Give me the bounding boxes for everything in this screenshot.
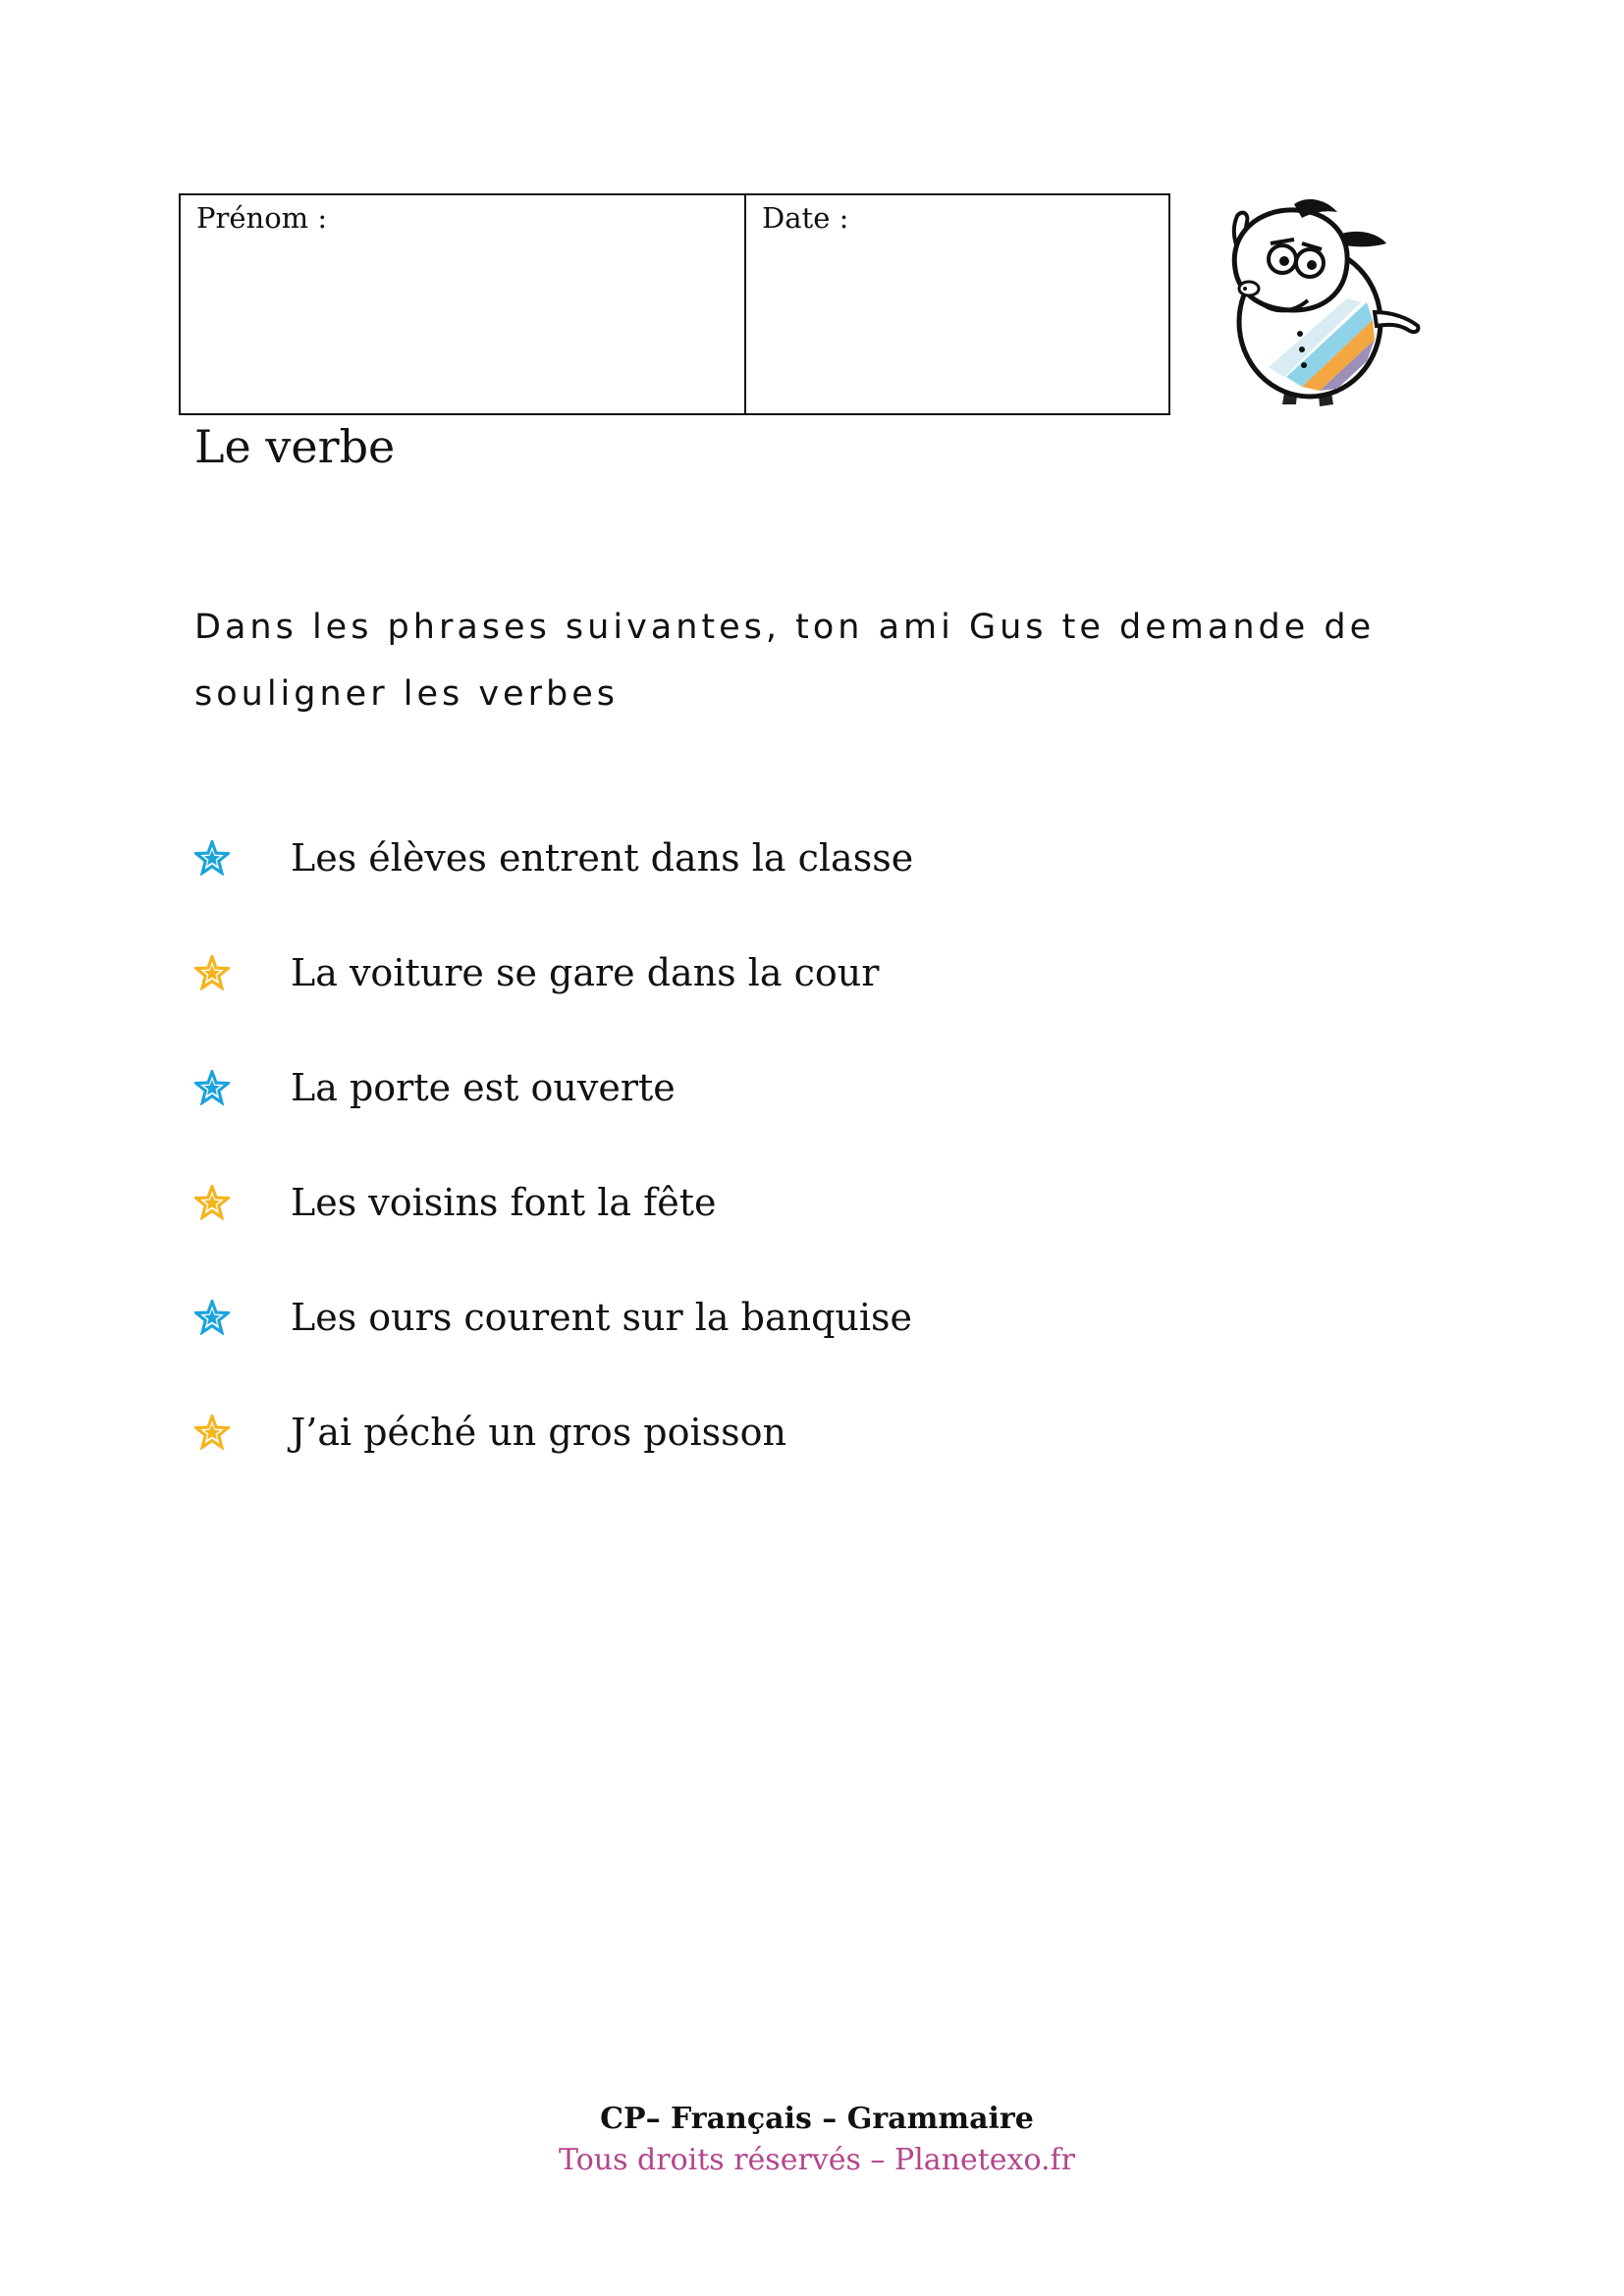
footer-copyright: Tous droits réservés – Planetexo.fr xyxy=(559,2143,1075,2177)
sentence-text: La voiture se gare dans la cour xyxy=(291,951,880,994)
page-title: Le verbe xyxy=(194,420,396,473)
instruction-text xyxy=(194,594,1451,727)
list-item xyxy=(194,1284,913,1399)
star-icon xyxy=(194,955,230,990)
list-item xyxy=(194,1399,913,1514)
list-item xyxy=(194,825,913,939)
star-icon xyxy=(194,1185,230,1220)
sentence-text: J’ai péché un gros poisson xyxy=(291,1411,787,1454)
sentence-text: Les ours courent sur la banquise xyxy=(291,1296,913,1339)
date-label: Date : xyxy=(762,201,849,235)
star-icon xyxy=(194,1070,230,1105)
star-icon xyxy=(194,840,230,876)
sheep-mascot-icon xyxy=(1200,194,1422,416)
name-date-box xyxy=(179,193,1170,415)
star-icon xyxy=(194,1415,230,1450)
date-field[interactable] xyxy=(746,195,1168,413)
sentence-text: Les élèves entrent dans la classe xyxy=(291,836,914,880)
star-icon xyxy=(194,1300,230,1335)
sentence-list xyxy=(194,825,913,1514)
list-item xyxy=(194,1054,913,1169)
instruction-line-1: Dans les phrases suivantes, ton ami Gus te demande de xyxy=(194,608,1376,647)
sentence-text: La porte est ouverte xyxy=(291,1066,676,1109)
footer-subject: CP– Français – Grammaire xyxy=(600,2102,1034,2136)
prenom-label: Prénom : xyxy=(196,201,328,235)
list-item xyxy=(194,939,913,1054)
list-item xyxy=(194,1169,913,1284)
sentence-text: Les voisins font la fête xyxy=(291,1181,717,1224)
page-footer xyxy=(0,2099,1624,2181)
prenom-field[interactable] xyxy=(181,195,746,413)
instruction-line-2: souligner les verbes xyxy=(194,674,619,714)
